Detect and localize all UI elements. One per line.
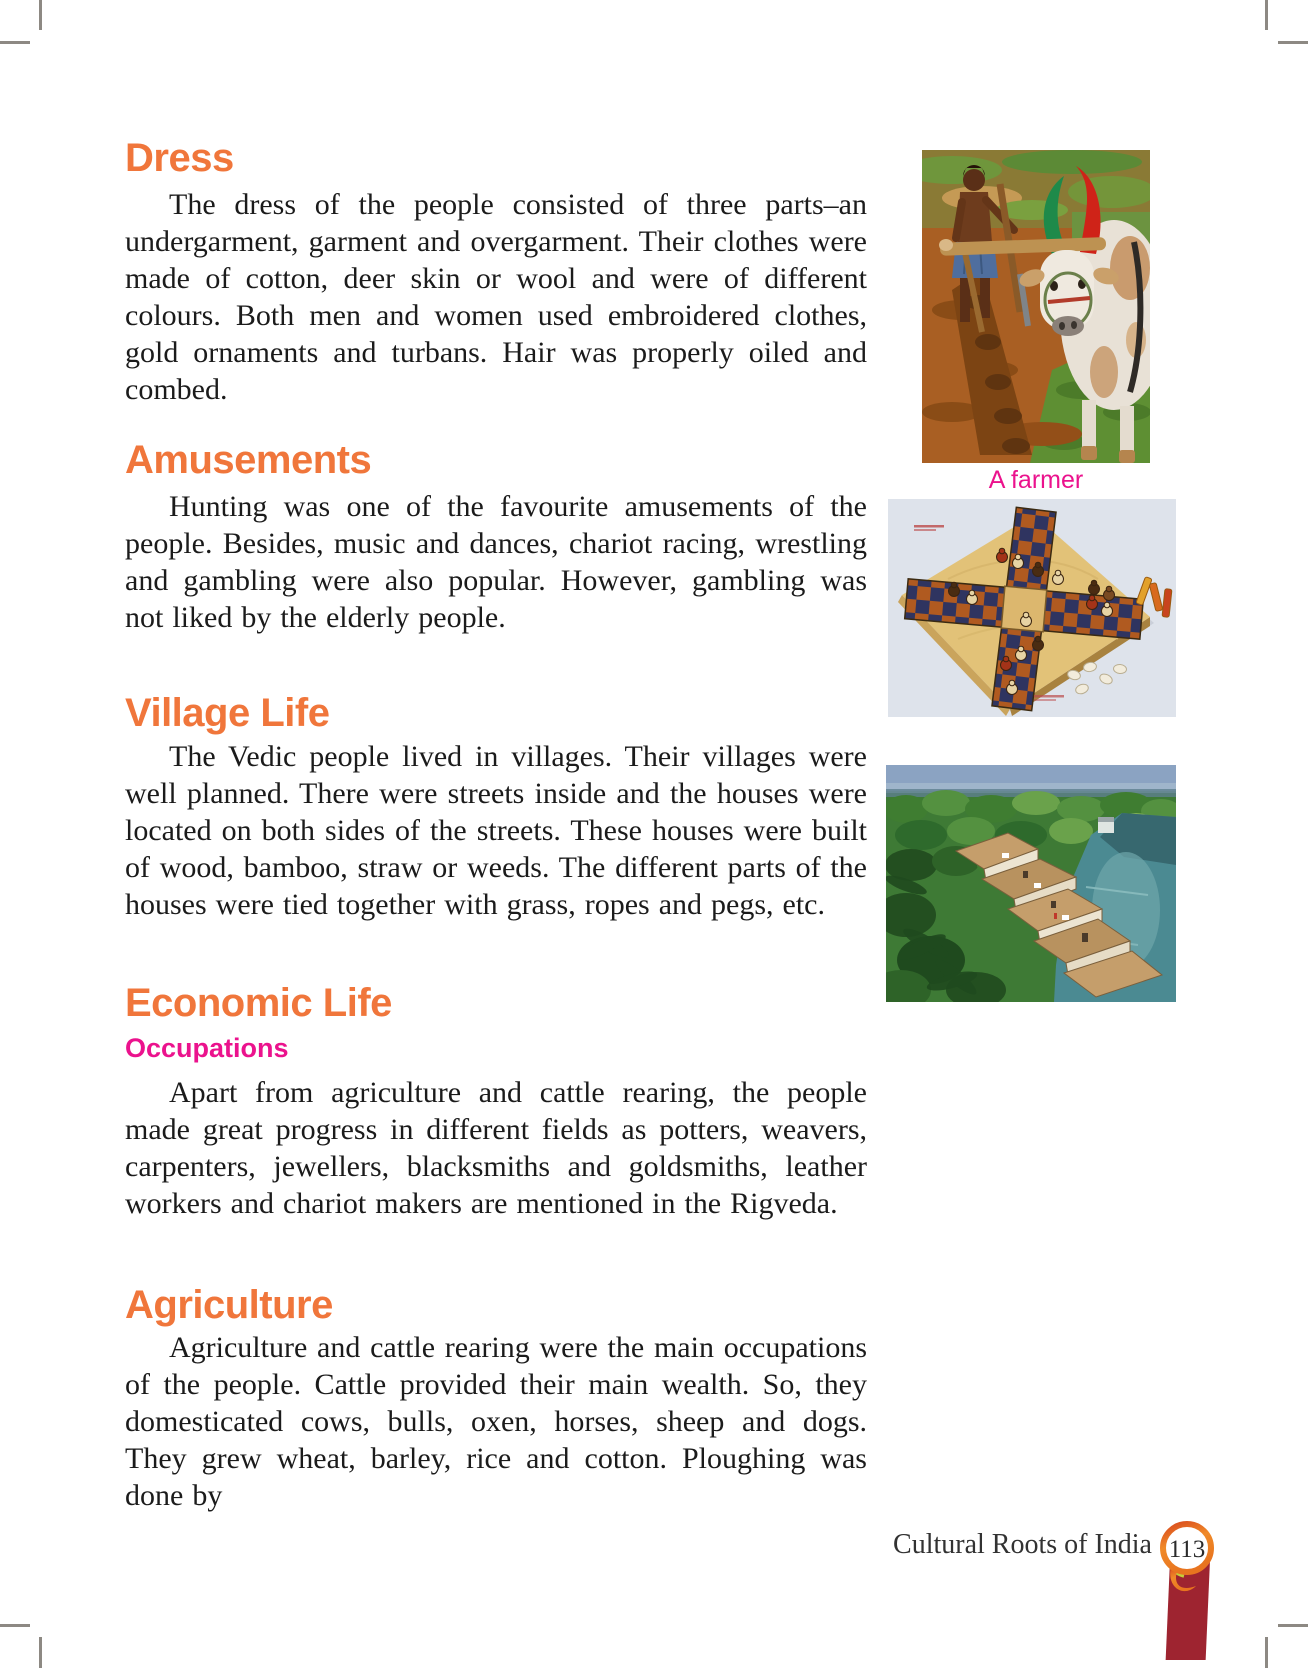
farmer-ploughing-scene xyxy=(922,150,1150,463)
heading-economic-life: Economic Life xyxy=(125,981,392,1025)
paragraph-agriculture: Agriculture and cattle rearing were the main occupations of the people. Cattle provided their main wealth. So, they domesticated cows, bulls, oxen, horses, sheep and dogs. They grew wheat, barley, rice and cotton. Ploughing was done by xyxy=(125,1331,867,1512)
crop-mark xyxy=(0,1624,30,1627)
village-photo xyxy=(886,765,1176,1002)
crop-mark xyxy=(1278,1624,1308,1627)
paragraph-dress: The dress of the people consisted of three parts–an undergarment, garment and overgarment. Their clothes were made of cotton, deer skin or wool and were of different colours. Both men and women used embroidered clothes, gold ornaments and turbans. Hair was properly oiled and combed. xyxy=(125,188,867,406)
crop-mark xyxy=(0,41,30,44)
heading-village-life: Village Life xyxy=(125,691,330,735)
crop-mark xyxy=(1278,41,1308,44)
heading-amusements: Amusements xyxy=(125,438,372,482)
crop-mark xyxy=(39,0,42,30)
paragraph-amusements: Hunting was one of the favourite amusements of the people. Besides, music and dances, chariot racing, wrestling and gambling were also popular. However, gambling was not liked by the elderly people. xyxy=(125,490,867,634)
heading-dress: Dress xyxy=(125,136,234,180)
footer-chapter-title: Cultural Roots of India xyxy=(893,1529,1152,1560)
crop-mark xyxy=(1265,1637,1268,1668)
farmer-photo xyxy=(922,150,1150,463)
page-number: 113 xyxy=(1168,1536,1206,1563)
person-red-speck xyxy=(1054,913,1057,919)
farmer-photo-caption: A farmer xyxy=(988,466,1084,494)
chaupar-board-scene xyxy=(888,499,1176,717)
village-aerial-scene xyxy=(886,765,1176,1002)
crop-mark xyxy=(39,1637,42,1668)
board-game-photo xyxy=(888,499,1176,717)
distant-building xyxy=(1098,821,1114,833)
paragraph-occupations: Apart from agriculture and cattle rearing, the people made great progress in different fields as potters, weavers, carpenters, jewellers, blacksmiths and goldsmiths, leather workers and chariot makers are mentioned in the Rigveda. xyxy=(125,1076,867,1220)
paragraph-village-life: The Vedic people lived in villages. Their villages were well planned. There were streets inside and the houses were located on both sides of the streets. These houses were built of wood, bamboo, straw or weeds. The different parts of the houses were tied together with grass, ropes and pegs, etc. xyxy=(125,740,867,921)
crop-mark xyxy=(1265,0,1268,30)
subheading-occupations: Occupations xyxy=(125,1033,289,1063)
heading-agriculture: Agriculture xyxy=(125,1283,333,1327)
page-number-badge xyxy=(1152,1518,1222,1610)
